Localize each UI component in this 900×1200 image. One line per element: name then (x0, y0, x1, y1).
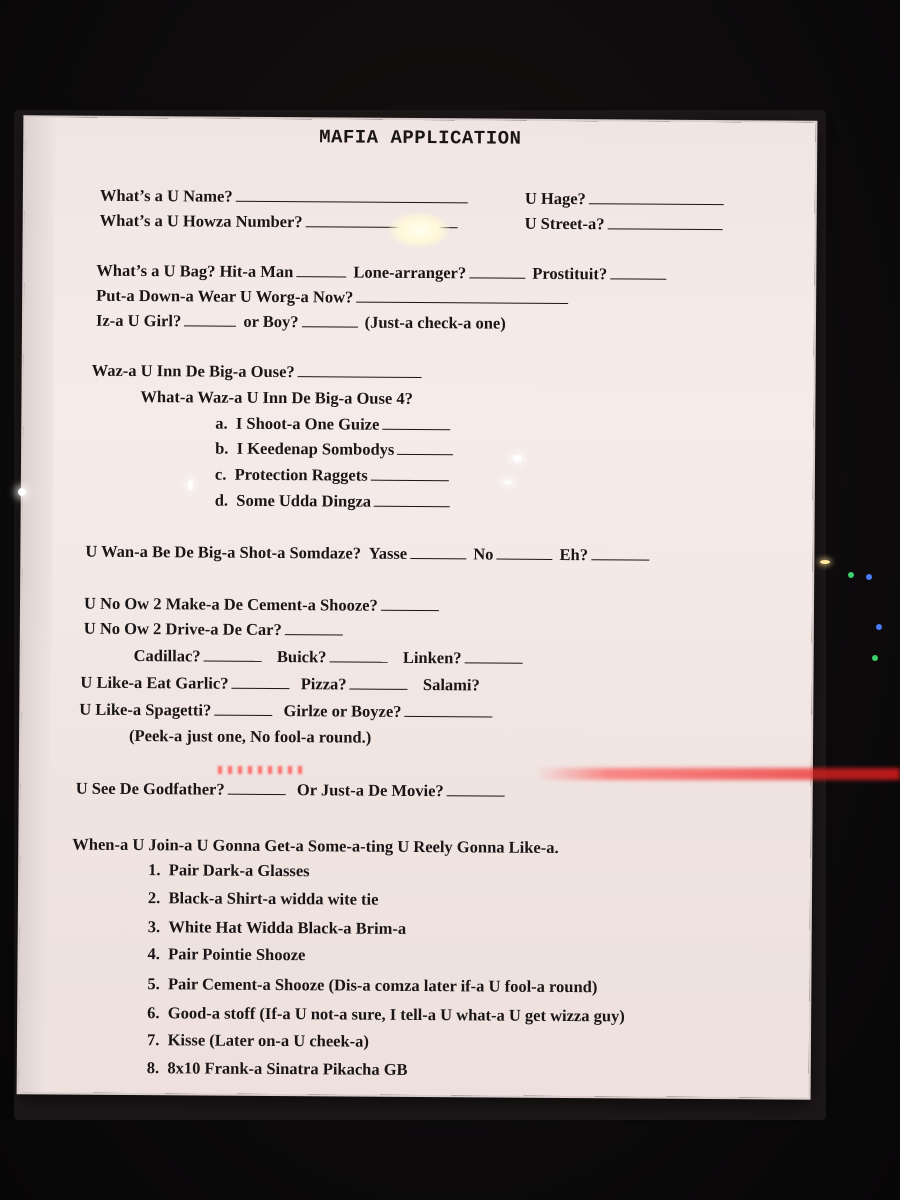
join-item-7 (147, 1030, 369, 1052)
big-house-reason: What-a Waz-a U Inn De Big-a Ouse 4? (140, 387, 413, 408)
car-row (134, 646, 526, 669)
item-text: Kisse (Later on-a U cheek-a) (167, 1030, 369, 1051)
option-d-blank[interactable] (374, 492, 450, 508)
wear-work-blank[interactable] (356, 288, 568, 304)
spagetti-row (79, 700, 495, 723)
option-a-blank[interactable] (382, 415, 450, 430)
spagetti-blank[interactable] (214, 701, 272, 716)
bag-question: What’s a U Bag? (96, 260, 216, 281)
option-text: Some Udda Dingza (236, 490, 372, 511)
eh-label: Eh? (559, 544, 589, 565)
join-item-4 (148, 944, 306, 965)
red-light-reflection (218, 766, 308, 774)
drive-label: U No Ow 2 Drive-a De Car? (83, 618, 282, 640)
application-sheet (19, 117, 816, 1097)
option-c (215, 465, 452, 487)
item-number: 8. (146, 1058, 160, 1078)
garlic-row (80, 673, 479, 696)
option-c-blank[interactable] (371, 466, 449, 482)
bokeh-light (848, 572, 854, 578)
boy-label: or Boy? (243, 311, 299, 332)
option-text: I Shoot-a One Guize (235, 413, 380, 434)
garlic-label: U Like-a Eat Garlic? (80, 672, 229, 693)
girl-blank[interactable] (184, 311, 236, 326)
big-house-question: Waz-a U Inn De Big-a Ouse? (91, 360, 295, 382)
option-b-blank[interactable] (397, 440, 453, 455)
name-label: What’s a U Name? (99, 185, 233, 206)
no-blank[interactable] (496, 545, 552, 560)
drive-row (84, 619, 346, 641)
big-shot-row (85, 542, 652, 566)
big-house-row (92, 361, 425, 383)
name-row (100, 186, 471, 209)
girlze-blank[interactable] (404, 702, 492, 718)
boy-blank[interactable] (301, 312, 357, 327)
cement-row (84, 594, 442, 616)
hit-man-blank[interactable] (296, 262, 346, 277)
check-one-note: (Just-a check-a one) (364, 312, 506, 333)
light-reflection (503, 480, 513, 485)
option-letter: c. (214, 464, 227, 484)
frame-mat (19, 117, 56, 1092)
spagetti-label: U Like-a Spagetti? (79, 699, 212, 720)
godfather-question: U See De Godfather? (75, 778, 225, 799)
no-label: No (473, 544, 494, 564)
item-text: White Hat Widda Black-a Brim-a (168, 917, 407, 938)
garlic-blank[interactable] (231, 674, 289, 689)
name-blank[interactable] (236, 187, 468, 204)
street-label: U Street-a? (524, 213, 605, 234)
light-reflection (820, 560, 830, 564)
join-item-6 (147, 1003, 625, 1026)
item-number: 3. (147, 917, 161, 937)
option-b (215, 439, 456, 461)
linken-blank[interactable] (465, 648, 523, 663)
wear-work-row (96, 286, 571, 309)
age-label: U Hage? (524, 188, 586, 209)
join-intro: When-a U Join-a U Gonna Get-a Some-a-ting U Reely Gonna Like-a. (72, 834, 559, 857)
cement-blank[interactable] (381, 596, 439, 611)
buick-label: Buick? (276, 647, 327, 667)
street-row (525, 214, 726, 235)
movie-blank[interactable] (447, 781, 505, 796)
option-letter: a. (215, 413, 228, 433)
girl-label: Iz-a U Girl? (95, 310, 182, 331)
cadillac-blank[interactable] (204, 647, 262, 662)
house-number-label: What’s a U Howza Number? (99, 210, 303, 232)
join-item-2 (148, 888, 379, 910)
salami-label: Salami? (422, 675, 480, 695)
big-house-blank[interactable] (298, 362, 422, 378)
item-number: 4. (147, 944, 161, 964)
pizza-blank[interactable] (350, 675, 408, 690)
item-number: 5. (147, 974, 160, 994)
godfather-row (76, 779, 508, 802)
cement-label: U No Ow 2 Make-a De Cement-a Shooze? (83, 593, 378, 615)
option-d (215, 491, 453, 513)
big-shot-question: U Wan-a Be De Big-a Shot-a Somdaze? (85, 541, 362, 563)
bokeh-light (866, 574, 872, 580)
wear-work-label: Put-a Down-a Wear U Worg-a Now? (96, 285, 354, 307)
hit-man-label: Hit-a Man (219, 261, 294, 282)
buick-blank[interactable] (329, 647, 387, 662)
eh-blank[interactable] (591, 545, 649, 560)
item-number: 1. (148, 860, 161, 880)
page-title: MAFIA APPLICATION (319, 126, 522, 150)
item-number: 6. (147, 1003, 160, 1023)
age-row (525, 189, 727, 210)
prostituit-label: Prostituit? (532, 263, 608, 284)
cadillac-label: Cadillac? (133, 646, 201, 666)
option-text: Protection Raggets (234, 464, 368, 485)
option-letter: b. (215, 438, 229, 458)
linken-label: Linken? (402, 647, 462, 668)
join-item-1 (148, 860, 310, 881)
option-a (215, 414, 453, 436)
prostituit-blank[interactable] (610, 264, 666, 279)
yes-label: Yasse (368, 543, 408, 563)
item-number: 7. (146, 1030, 160, 1050)
join-item-5 (147, 974, 597, 997)
item-text: Pair Cement-a Shooze (Dis-a comza later if-a U fool-a round) (167, 974, 598, 997)
item-text: Black-a Shirt-a widda wite tie (168, 888, 379, 909)
option-text: I Keedenap Sombodys (236, 438, 395, 459)
option-letter: d. (214, 490, 229, 510)
light-reflection (18, 488, 26, 496)
join-item-3 (148, 917, 407, 939)
drive-blank[interactable] (285, 620, 343, 635)
yes-blank[interactable] (410, 544, 466, 559)
lone-arranger-blank[interactable] (469, 263, 525, 278)
red-light-reflection (535, 768, 900, 780)
light-reflection (188, 480, 193, 490)
item-number: 2. (147, 888, 161, 908)
gender-row (96, 311, 506, 334)
pizza-label: Pizza? (300, 674, 347, 694)
item-text: Pair Dark-a Glasses (168, 860, 310, 881)
movie-question: Or Just-a De Movie? (296, 780, 444, 801)
bokeh-light (876, 624, 882, 630)
age-blank[interactable] (589, 189, 724, 205)
bag-row (96, 261, 669, 285)
item-text: 8x10 Frank-a Sinatra Pikacha GB (167, 1058, 408, 1079)
item-text: Good-a stoff (If-a U not-a sure, I tell-a U what-a U get wizza guy) (167, 1003, 625, 1026)
bokeh-light (872, 655, 878, 661)
join-item-8 (147, 1058, 408, 1080)
godfather-blank[interactable] (228, 780, 286, 795)
item-text: Pair Pointie Shooze (168, 944, 306, 965)
light-glare (388, 212, 450, 248)
peek-note: (Peek-a just one, No fool-a round.) (129, 725, 372, 747)
light-reflection (513, 455, 522, 462)
girlze-label: Girlze or Boyze? (283, 701, 402, 721)
street-blank[interactable] (608, 214, 723, 230)
lone-arranger-label: Lone-arranger? (353, 262, 467, 283)
